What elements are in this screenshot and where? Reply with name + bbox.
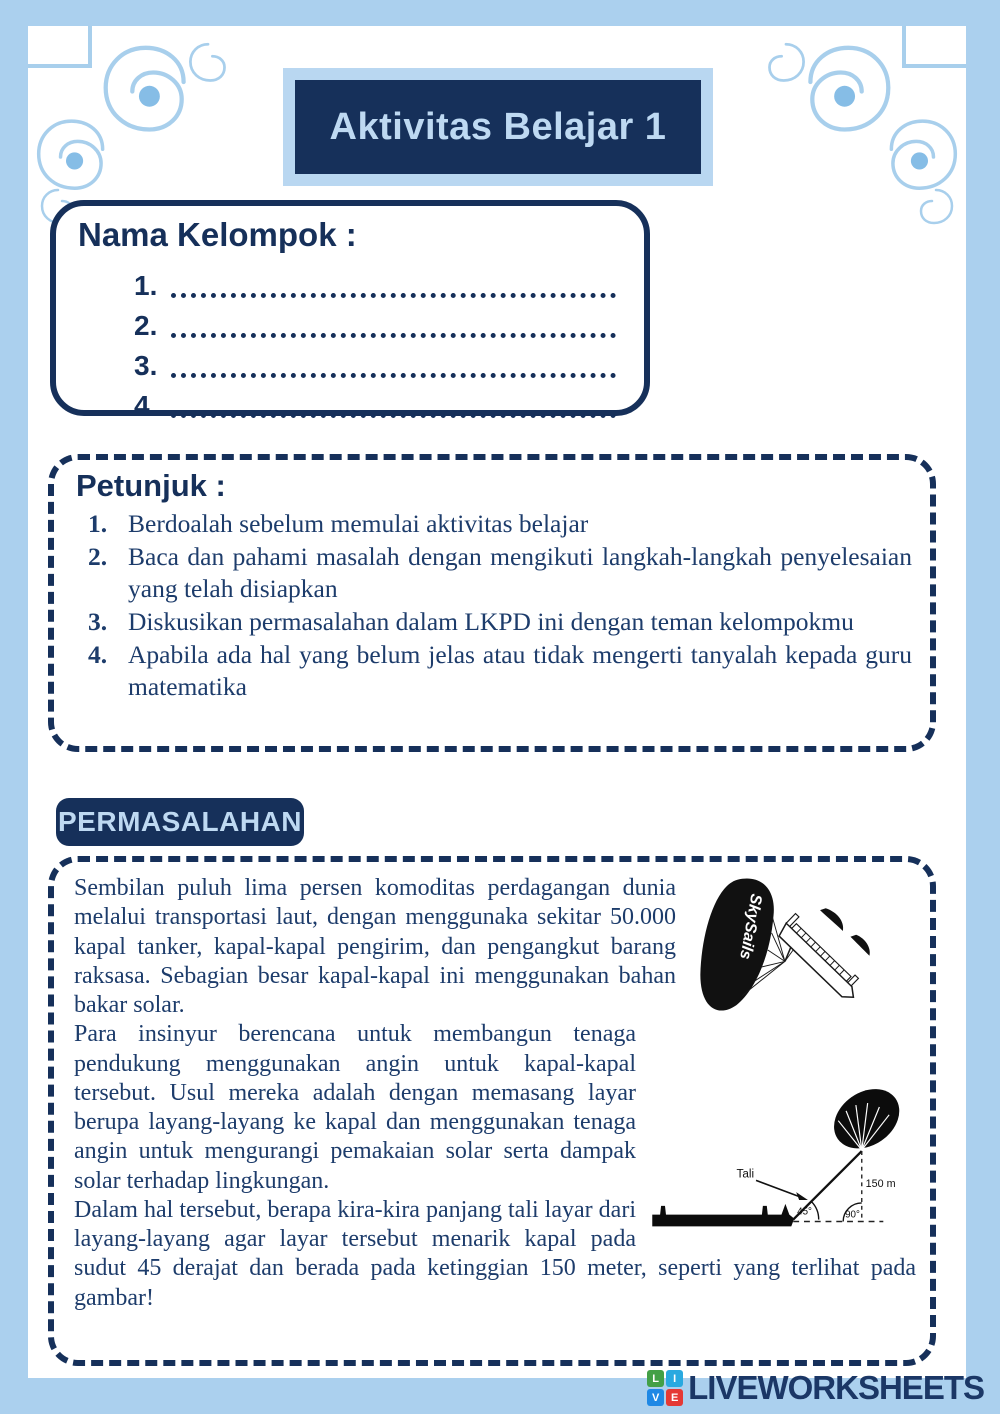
name-input-line[interactable] <box>171 403 616 418</box>
instruction-number: 3. <box>88 606 108 636</box>
ship-angle-label: 45° <box>797 1206 812 1218</box>
activity-title-box <box>295 80 701 174</box>
name-input-line[interactable] <box>171 363 616 378</box>
name-input-line[interactable] <box>171 283 616 298</box>
problem-section-badge <box>56 798 304 846</box>
instructions-title: Petunjuk : <box>76 468 226 503</box>
problem-body <box>74 874 916 1313</box>
kite-angle-diagram-drawing <box>646 1060 916 1246</box>
name-line <box>76 260 624 300</box>
name-line-number: 1. <box>134 270 158 301</box>
skysails-ship-illustration <box>688 874 916 1026</box>
corner-swirls-icon <box>706 26 966 236</box>
instruction-text: Apabila ada hal yang belum jelas atau tidak mengerti tanyalah kepada guru matematika <box>128 639 912 702</box>
site-footer <box>647 1366 984 1410</box>
instruction-item <box>76 639 912 704</box>
instructions-list <box>76 508 912 704</box>
base-angle-label: 90° <box>845 1209 860 1221</box>
height-label: 150 m <box>865 1178 896 1191</box>
group-names-title: Nama Kelompok : <box>78 216 357 253</box>
kite-angle-diagram <box>646 1060 916 1246</box>
rope-label: Tali <box>736 1167 755 1181</box>
instruction-number: 2. <box>88 541 108 571</box>
kite-brand-label: SkySails <box>736 892 766 961</box>
logo-letter: E <box>666 1389 683 1406</box>
group-names-box <box>50 200 650 421</box>
name-line <box>76 380 624 420</box>
name-line-number: 3. <box>134 350 158 381</box>
instructions-box <box>48 454 936 752</box>
name-input-line[interactable] <box>171 323 616 338</box>
name-line-number: 4. <box>134 390 158 421</box>
logo-letter: L <box>647 1370 664 1387</box>
problem-paragraph-2: Para insinyur berencana untuk membangun tenaga pendukung menggunakan angin untuk kapal-kapal tersebut. Usul mereka adalah dengan memasang layar berupa layang-layang ke kapal dan menggunakan tenaga angin untuk mengurangi pemakaian solar serta dampak solar terhadap lingkungan. <box>74 1021 636 1194</box>
name-line <box>76 300 624 340</box>
name-line-number: 2. <box>134 310 158 341</box>
instruction-text: Baca dan pahami masalah dengan mengikuti langkah-langkah penyelesaian yang telah disiapkan <box>128 541 912 604</box>
instruction-item <box>76 508 912 541</box>
instruction-item <box>76 606 912 639</box>
name-line <box>76 340 624 380</box>
skysails-ship-figure <box>688 874 916 1026</box>
instruction-item <box>76 541 912 606</box>
page-title: Aktivitas Belajar 1 <box>329 105 667 148</box>
problem-section-title: PERMASALAHAN <box>58 806 302 837</box>
logo-letter: V <box>647 1389 664 1406</box>
instruction-text: Berdoalah sebelum memulai aktivitas belajar <box>128 509 589 538</box>
problem-paragraph-1: Sembilan puluh lima persen komoditas perdagangan dunia melalui transportasi laut, dengan menggunaka sekitar 50.000 kapal tanker, kapal-kapal pengirim, dan pengangkut barang raksasa. Sebagian besar kapal-kapal ini menggunakan bahan bakar solar. <box>74 875 676 1019</box>
problem-paragraph-3: Dalam hal tersebut, berapa kira-kira panjang tali layar dari layang-layang agar layar tersebut menarik kapal pada sudut 45 derajat dan berada pada ketinggian 150 meter, seperti yang terlihat pada gambar! <box>74 1196 916 1311</box>
instruction-number: 4. <box>88 639 108 669</box>
liveworksheets-wordmark[interactable]: LIVEWORKSHEETS <box>688 1369 984 1406</box>
logo-letter: I <box>666 1370 683 1387</box>
activity-title-banner <box>283 68 713 186</box>
instruction-text: Diskusikan permasalahan dalam LKPD ini dengan teman kelompokmu <box>128 606 854 636</box>
instruction-number: 1. <box>88 509 108 538</box>
page-background <box>28 26 966 1378</box>
liveworksheets-logo-icon[interactable] <box>647 1370 683 1406</box>
problem-box <box>48 856 936 1366</box>
